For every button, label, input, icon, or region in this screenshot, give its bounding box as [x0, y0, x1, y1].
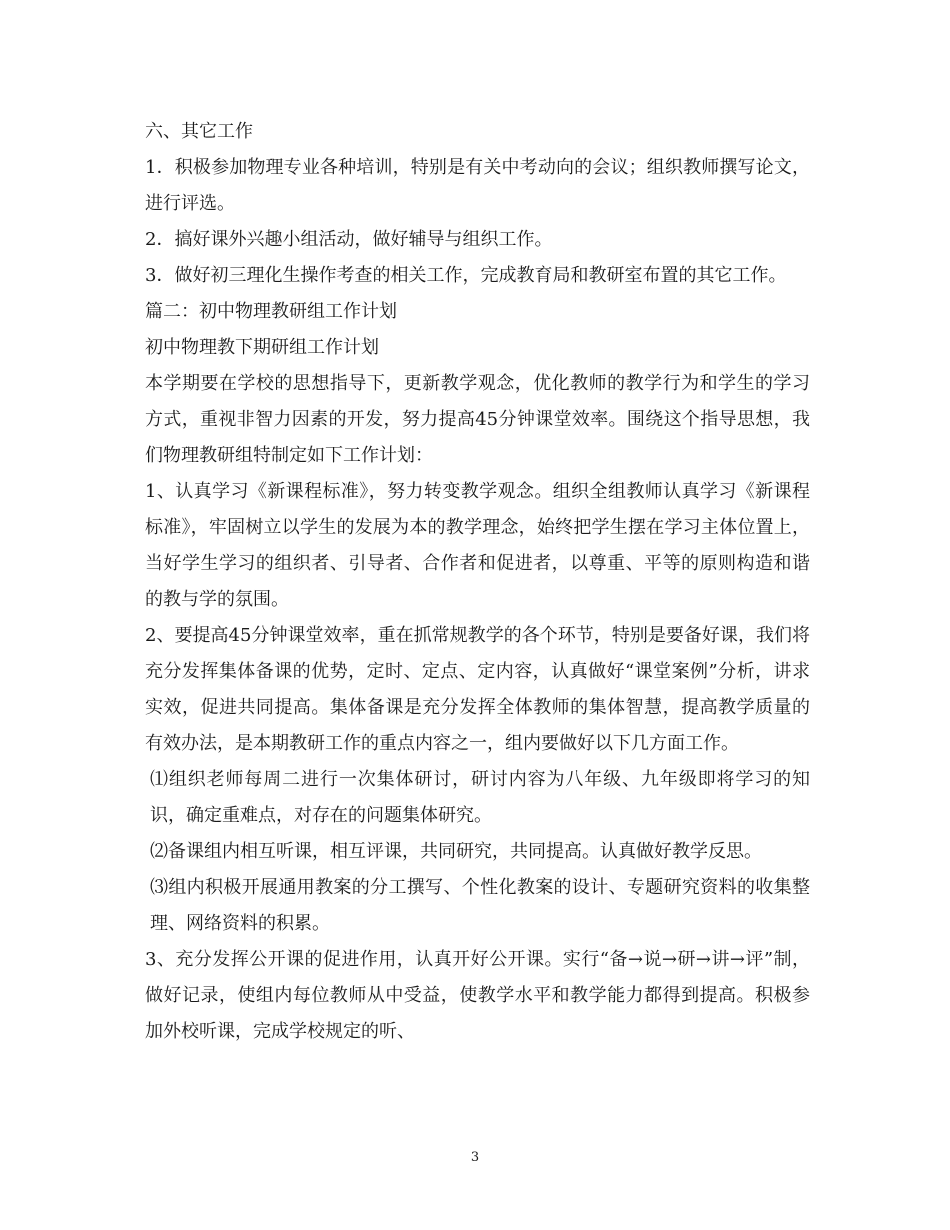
list-item: ⑴组织老师每周二进行一次集体研讨，研讨内容为八年级、九年级即将学习的知识，确定重难点，对存在的问题集体研究。	[150, 769, 810, 826]
page-number: 3	[470, 1150, 480, 1165]
paragraph: 3．做好初三理化生操作考查的相关工作，完成教育局和教研室布置的其它工作。	[145, 265, 787, 286]
paragraph: 2、要提高45分钟课堂效率，重在抓常规教学的各个环节，特别是要备好课，我们将充分发挥集体备课的优势，定时、定点、定内容，认真做好“课堂案例”分析，讲求实效，促进共同提高。集体备课是充分发挥全体教师的集体智慧，提高教学质量的有效办法，是本期教研工作的重点内容之一，组内要做好以下几方面工作。	[145, 625, 810, 754]
list-item: ⑶组内积极开展通用教案的分工撰写、个性化教案的设计、专题研究资料的收集整理、网络资料的积累。	[150, 877, 810, 934]
paragraph: 3、充分发挥公开课的促进作用，认真开好公开课。实行“备→说→研→讲→评”制，做好记录，使组内每位教师从中受益，使教学水平和教学能力都得到提高。积极参加外校听课，完成学校规定的听、	[145, 949, 810, 1042]
paragraph: 本学期要在学校的思想指导下，更新教学观念，优化教师的教学行为和学生的学习方式，重视非智力因素的开发，努力提高45分钟课堂效率。围绕这个指导思想，我们物理教研组特制定如下工作计划：	[145, 373, 810, 466]
document-title: 初中物理教下期研组工作计划	[145, 337, 379, 358]
paragraph: 1、认真学习《新课程标准》，努力转变教学观念。组织全组教师认真学习《新课程标准》，牢固树立以学生的发展为本的教学理念，始终把学生摆在学习主体位置上，当好学生学习的组织者、引导者、合作者和促进者，以尊重、平等的原则构造和谐的教与学的氛围。	[145, 481, 810, 610]
paragraph: 2．搞好课外兴趣小组活动，做好辅导与组织工作。	[145, 229, 553, 250]
document-body	[145, 114, 810, 1050]
section-heading: 篇二：初中物理教研组工作计划	[145, 301, 397, 322]
list-item: ⑵备课组内相互听课，相互评课，共同研究，共同提高。认真做好教学反思。	[150, 841, 762, 862]
paragraph: 1．积极参加物理专业各种培训，特别是有关中考动向的会议；组织教师撰写论文，进行评选。	[145, 157, 810, 214]
section-heading: 六、其它工作	[145, 121, 253, 142]
